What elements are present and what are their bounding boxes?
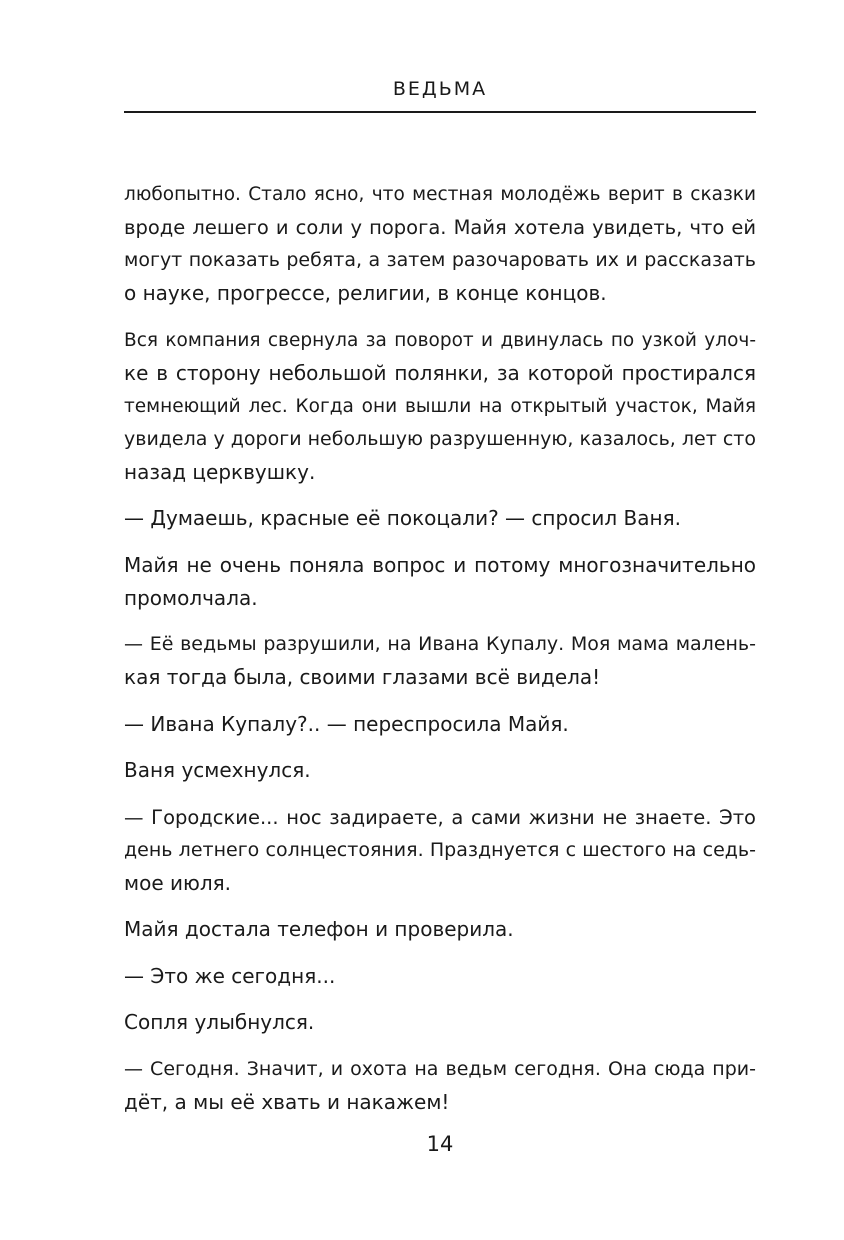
text-line: любопытно. Стало ясно, что местная молодёжь верит в сказки — [124, 184, 756, 205]
paragraph — [124, 549, 756, 615]
text-line: промолчала. — [124, 585, 258, 610]
paragraph — [124, 324, 756, 489]
text-line: мое июля. — [124, 870, 231, 895]
text-line: темнеющий лес. Когда они вышли на открытый участок, Майя — [124, 395, 756, 417]
paragraph — [124, 801, 756, 900]
text-line: Сопля улыбнулся. — [124, 1010, 315, 1034]
page-number: 14 — [426, 1132, 454, 1156]
text-line: ке в сторону небольшой полянки, за которой простирался — [124, 360, 756, 385]
text-line: — Городские... нос задираете, а сами жизни не знаете. Это — [124, 805, 756, 829]
text-line: увидела у дороги небольшую разрушенную, казалось, лет сто — [124, 427, 756, 450]
text-line: — Ивана Купалу?.. — переспросила Майя. — [124, 711, 569, 736]
paragraph — [124, 754, 756, 787]
header-rule — [124, 111, 756, 113]
paragraph — [124, 502, 756, 535]
paragraph — [124, 178, 756, 310]
text-line: день летнего солнцестояния. Празднуется с шестого на седь- — [124, 838, 756, 861]
text-line: — Её ведьмы разрушили, на Ивана Купалу. Моя мама малень- — [124, 633, 756, 655]
text-line: назад церквушку. — [124, 459, 316, 484]
paragraph — [124, 1006, 756, 1039]
text-line: вроде лешего и соли у порога. Майя хотела увидеть, что ей — [124, 216, 756, 239]
text-line: Ваня усмехнулся. — [124, 758, 311, 782]
paragraph — [124, 1053, 756, 1119]
text-line: — Думаешь, красные её покоцали? — спросил Ваня. — [124, 506, 681, 530]
text-line: — Сегодня. Значит, и охота на ведьм сегодня. Она сюда при- — [124, 1057, 756, 1080]
body-text — [124, 178, 756, 1132]
text-line: Вся компания свернула за поворот и двинулась по узкой улоч- — [124, 329, 756, 351]
text-line: Майя не очень поняла вопрос и потому многозначительно — [124, 552, 756, 577]
text-line: кая тогда была, своими глазами всё видела! — [124, 665, 601, 689]
text-line: могут показать ребята, а затем разочаровать их и рассказать — [124, 249, 756, 271]
text-line: Майя достала телефон и проверила. — [124, 917, 514, 941]
text-line: о науке, прогрессе, религии, в конце концов. — [124, 281, 607, 305]
paragraph — [124, 708, 756, 741]
paragraph — [124, 960, 756, 993]
running-head-title: ВЕДЬМА — [392, 78, 488, 100]
text-line: дёт, а мы её хвать и накажем! — [124, 1089, 450, 1114]
text-line: — Это же сегодня... — [124, 963, 336, 988]
paragraph — [124, 913, 756, 946]
paragraph — [124, 628, 756, 694]
